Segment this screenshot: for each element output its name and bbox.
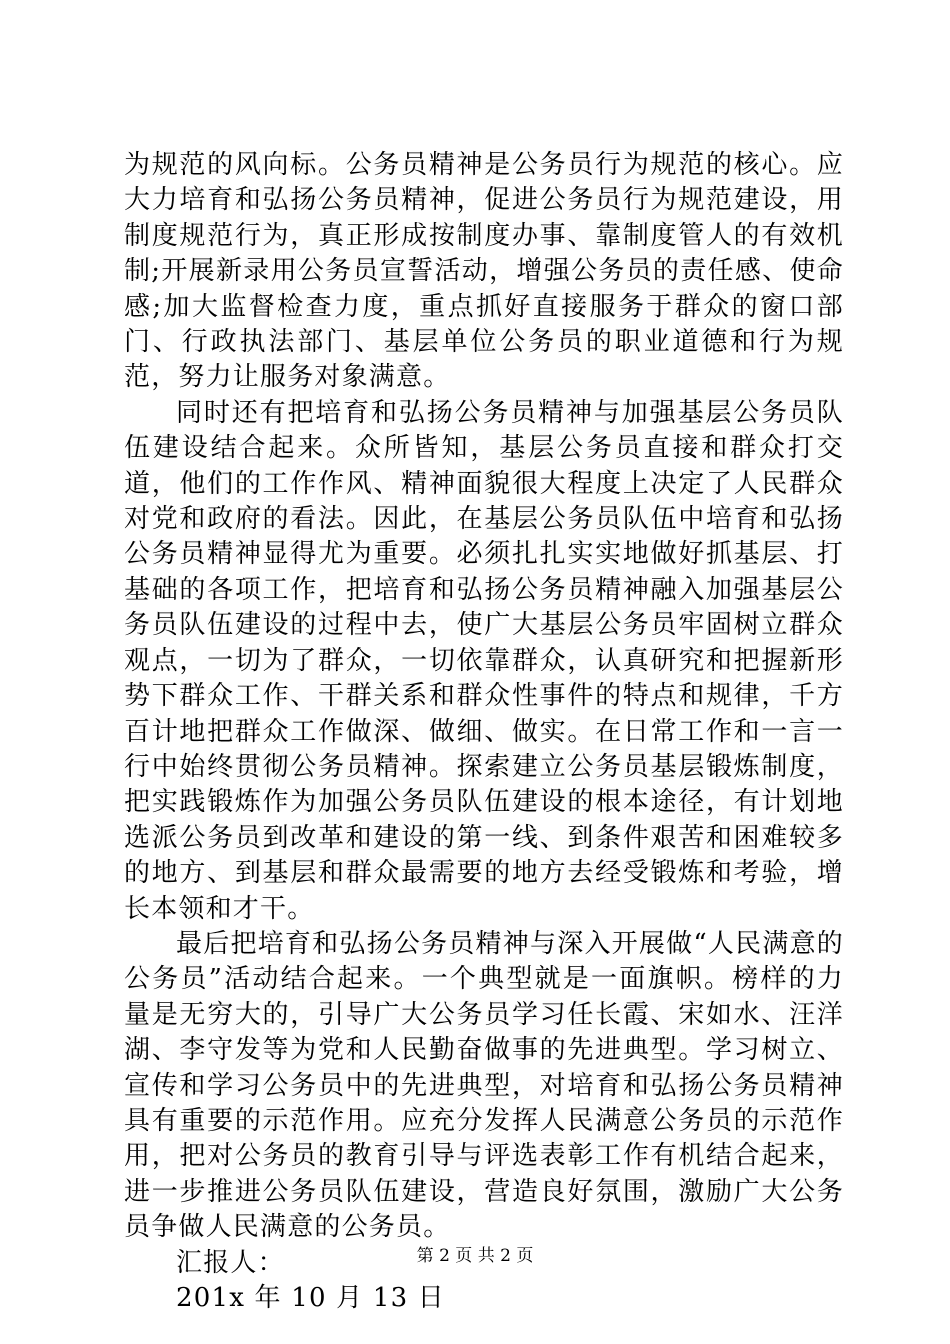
paragraph-grassroots: 同时还有把培育和弘扬公务员精神与加强基层公务员队伍建设结合起来。众所皆知，基层公务员直接和群众打交道，他们的工作作风、精神面貌很大程度上决定了人民群众对党和政府的看法。因此，在基层公务员队伍中培育和弘扬公务员精神显得尤为重要。必须扎扎实实地做好抓基层、打基础的各项工作，把培育和弘扬公务员精神融入加强基层公务员队伍建设的过程中去，使广大基层公务员牢固树立群众观点，一切为了群众，一切依靠群众，认真研究和把握新形势下群众工作、干群关系和群众性事件的特点和规律，千方百计地把群众工作做深、做细、做实。在日常工作和一言一行中始终贯彻公务员精神。探索建立公务员基层锻炼制度，把实践锻炼作为加强公务员队伍建设的根本途径，有计划地选派公务员到改革和建设的第一线、到条件艰苦和困难较多的地方、到基层和群众最需要的地方去经受锻炼和考验，增长本领和才干。 xyxy=(124,397,844,924)
page-footer: 第 2 页 共 2 页 xyxy=(416,1246,534,1266)
paragraph-exemplary: 最后把培育和弘扬公务员精神与深入开展做“人民满意的公务员”活动结合起来。一个典型就是一面旗帜。榜样的力量是无穷大的，引导广大公务员学习任长霞、宋如水、汪洋湖、李守发等为党和人民勤奋做事的先进典型。学习树立、宣传和学习公务员中的先进典型，对培育和弘扬公务员精神具有重要的示范作用。应充分发挥人民满意公务员的示范作用，把对公务员的教育引导与评选表彰工作有机结合起来，进一步推进公务员队伍建设，营造良好氛围，激励广大公务员争做人民满意的公务员。 xyxy=(124,928,844,1243)
document-body xyxy=(124,148,844,1316)
paragraph-continuation: 为规范的风向标。公务员精神是公务员行为规范的核心。应大力培育和弘扬公务员精神，促进公务员行为规范建设，用制度规范行为，真正形成按制度办事、靠制度管人的有效机制;开展新录用公务员宣誓活动，增强公务员的责任感、使命感;加大监督检查力度，重点抓好直接服务于群众的窗口部门、行政执法部门、基层单位公务员的职业道德和行为规范，努力让服务对象满意。 xyxy=(124,150,844,393)
reporter-label: 汇报人： xyxy=(176,1247,285,1278)
report-date: 201x 年 10 月 13 日 xyxy=(176,1283,445,1313)
